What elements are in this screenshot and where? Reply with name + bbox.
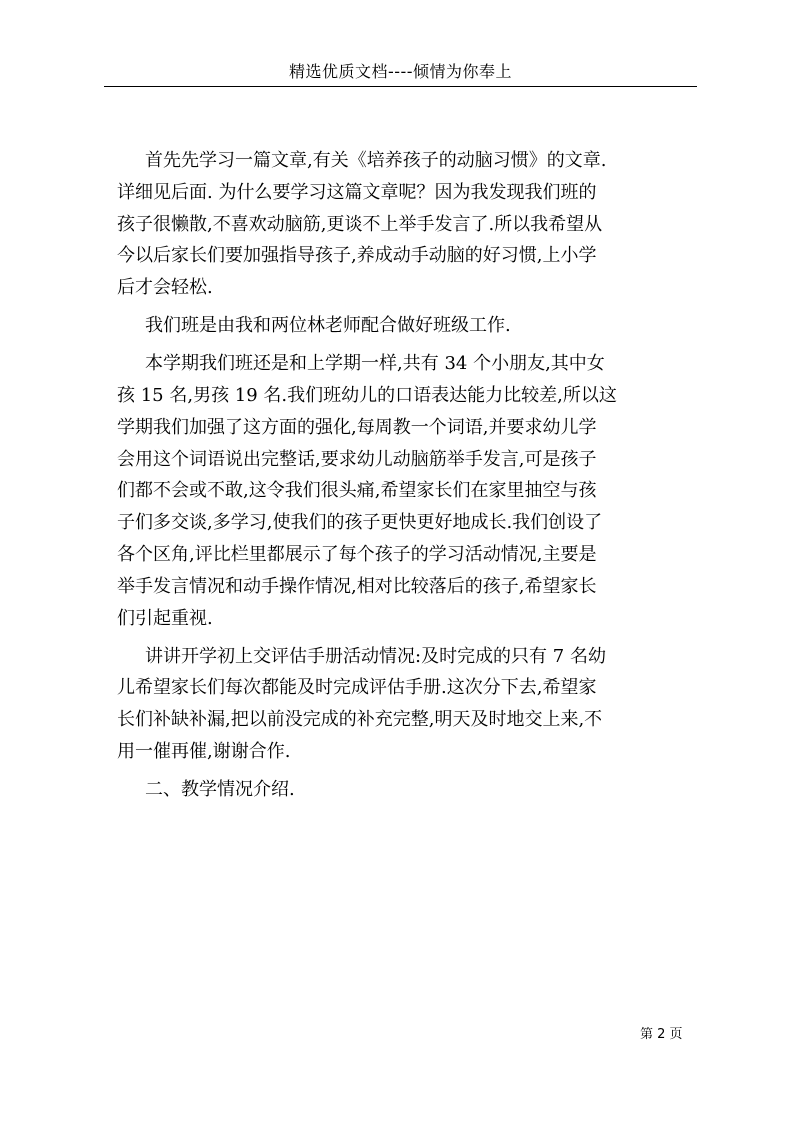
paragraph-line: 儿希望家长们每次都能及时完成评估手册.这次分下去,希望家 — [117, 677, 597, 699]
paragraph-line: 学期我们加强了这方面的强化,每周教一个词语,并要求幼儿学 — [117, 416, 597, 438]
paragraph-line: 首先先学习一篇文章,有关《培养孩子的动脑习惯》的文章. — [145, 150, 607, 171]
paragraph-line: 讲讲开学初上交评估手册活动情况:及时完成的只有 7 名幼 — [145, 645, 606, 667]
paragraph-line: 我们班是由我和两位林老师配合做好班级工作. — [145, 315, 511, 337]
document-body — [117, 145, 683, 806]
paragraph-line: 们都不会或不敢,这令我们很头痛,希望家长们在家里抽空与孩 — [117, 480, 597, 502]
paragraph-line: 会用这个词语说出完整话,要求幼儿动脑筋举手发言,可是孩子 — [117, 448, 597, 470]
paragraph-line: 本学期我们班还是和上学期一样,共有 34 个小朋友,其中女 — [145, 353, 605, 375]
paragraph-line: 孩 15 名,男孩 19 名.我们班幼儿的口语表达能力比较差,所以这 — [117, 384, 617, 406]
paragraph-line: 子们多交谈,多学习,使我们的孩子更快更好地成长.我们创设了 — [117, 512, 603, 534]
paragraph-line: 们引起重视. — [117, 607, 213, 629]
paragraph-line: 举手发言情况和动手操作情况,相对比较落后的孩子,希望家长 — [117, 575, 597, 597]
page-number: 第 2 页 — [640, 1027, 683, 1042]
paragraph-line: 后才会轻松. — [117, 277, 213, 299]
paragraph-line: 孩子很懒散,不喜欢动脑筋,更谈不上举手发言了.所以我希望从 — [117, 213, 603, 235]
paragraph-line: 用一催再催,谢谢合作. — [117, 740, 291, 762]
header-divider — [104, 86, 697, 87]
section-heading: 二、教学情况介绍. — [145, 778, 295, 800]
paragraph-line: 长们补缺补漏,把以前没完成的补充完整,明天及时地交上来,不 — [117, 709, 603, 731]
paragraph-line: 各个区角,评比栏里都展示了每个孩子的学习活动情况,主要是 — [117, 543, 597, 565]
page-header: 精选优质文档----倾情为你奉上 — [288, 62, 513, 81]
paragraph-line: 详细见后面. 为什么要学习这篇文章呢？因为我发现我们班的 — [117, 181, 597, 203]
paragraph-line: 今以后家长们要加强指导孩子,养成动手动脑的好习惯,上小学 — [117, 245, 597, 267]
